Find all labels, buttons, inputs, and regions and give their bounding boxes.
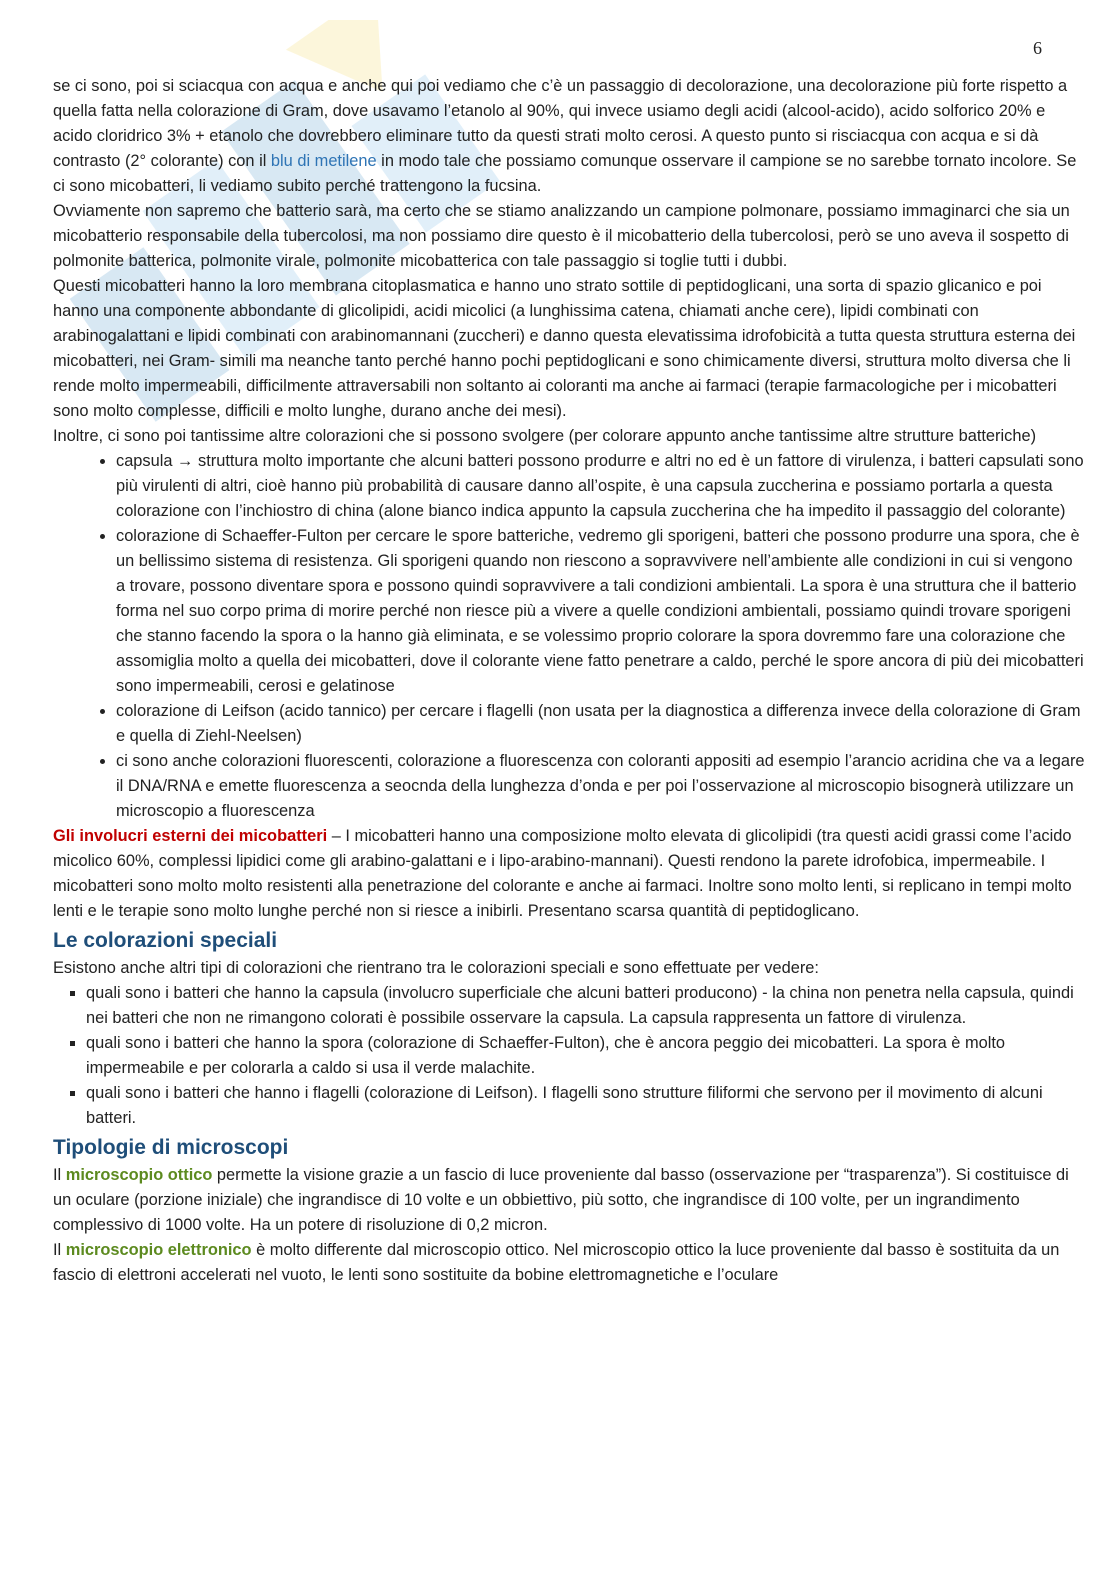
section-heading-colorazioni-speciali: Le colorazioni speciali (53, 929, 278, 952)
colorazioni-speciali-list (53, 981, 1086, 1131)
page-number: 6 (1033, 38, 1042, 58)
paragraph-microscopio-ottico: Il microscopio ottico permette la visione grazie a un fascio di luce proveniente dal basso (osservazione per “trasparenza”). Si costituisce di un oculare (porzione iniziale) che ingrandisce di 10 volte e un obbiettivo, più sotto, che ingrandisce di 100 volte, per un ingrandimento complessivo di 1000 volte. Ha un potere di risoluzione di 0,2 micron. (53, 1166, 1069, 1234)
section-heading-microscopi: Tipologie di microscopi (53, 1136, 289, 1159)
list-item: • capsula → struttura molto importante che alcuni batteri possono produrre e altri no ed è un fattore di virulenza, i batteri capsulati sono più virulenti di altri, cioè hanno più probabilità di causare danno all’ospite, è una capsula zuccherina e possiamo portarla a questa colorazione con l’inchiostro di china (alone bianco indica appunto la capsula zuccherina che ha impedito il passaggio del colorante) (116, 449, 1086, 524)
list-item: ▪ quali sono i batteri che hanno i flagelli (colorazione di Leifson). I flagelli sono strutture filiformi che servono per il movimento di alcuni batteri. (86, 1081, 1086, 1131)
list-item: ▪ quali sono i batteri che hanno la spora (colorazione di Schaeffer-Fulton), che è ancora peggio dei micobatteri. La spora è molto impermeabile e per colorarla a caldo si usa il verde malachite. (86, 1031, 1086, 1081)
list-item: • ci sono anche colorazioni fluorescenti, colorazione a fluorescenza con coloranti appositi ad esempio l’arancio acridina che va a legare il DNA/RNA e emette fluorescenza a seocnda della lunghezza d’onda e per poi l’osservazione al microscopio bisognerà utilizzare un microscopio a fluorescenza (116, 749, 1086, 824)
paragraph-colorazioni-intro: Esistono anche altri tipi di colorazioni che rientrano tra le colorazioni speciali e sono effettuate per vedere: (53, 959, 819, 977)
involucri-heading: Gli involucri esterni dei micobatteri (53, 827, 328, 845)
paragraph-microscopio-elettronico: Il microscopio elettronico è molto differente dal microscopio ottico. Nel microscopio ottico la luce proveniente dal basso è sostituita da un fascio di elettroni accelerati nel vuoto, le lenti sono sostituite da bobine elettromagnetiche e l’oculare (53, 1241, 1060, 1284)
paragraph-membrana: Questi micobatteri hanno la loro membrana citoplasmatica e hanno uno strato sottile di peptidoglicani, una sorta di spazio glicanico e poi hanno una componente abbondante di glicolipidi, acidi micolici (a lunghissima catena, chiamati anche cere), lipidi combinati con arabinogalattani e lipidi combinati con arabinomannani (zuccheri) e danno questa elevatissima idrofobicità a tutta questa struttura esterna dei micobatteri, nei Gram- simili ma neanche tanto perché hanno pochi peptidoglicani e sono chimicamente diversi, struttura molto diversa che li rende molto impermeabili, difficilmente attraversabili non soltanto ai coloranti ma anche ai farmaci (terapie farmacologiche per i micobatteri sono molto complesse, difficili e molto lunghe, durano anche dei mesi). (53, 277, 1076, 420)
list-item: • colorazione di Schaeffer-Fulton per cercare le spore batteriche, vedremo gli sporigeni, batteri che possono produrre una spora, che è un bellissimo sistema di resistenza. Gli sporigeni quando non riescono a sopravvivere nell’ambiente alle condizioni in cui si vengono a trovare, possono diventare spora e possono quindi sopravvivere a tali condizioni ambientali. La spora è una struttura che il batterio forma nel suo corpo prima di morire perché non riesce più a vivere a quelle condizioni ambientali, possiamo quindi trovare sporigeni che stanno facendo la spora o la hanno già eliminata, e se volessimo proprio colorare la spora dovremmo fare una colorazione che assomiglia molto a quella dei micobatteri, dove il colorante viene fatto penetrare a caldo, perché le spore ancora di più dei micobatteri sono impermeabili, cerosi e gelatinose (116, 524, 1086, 699)
paragraph-ziehl-neelsen: se ci sono, poi si sciacqua con acqua e anche qui poi vediamo che c’è un passaggio di decolorazione, una decolorazione più forte rispetto a quella fatta nella colorazione di Gram, dove usavamo l’etanolo al 90%, qui invece usiamo degli acidi (alcool-acido), acido solforico 20% e acido cloridrico 3% + etanolo che dovrebbero eliminare tutto da questi strati molto cerosi. A questo punto si risciacqua con acqua e si dà contrasto (2° colorante) con il blu di metilene in modo tale che possiamo comunque osservare il campione se no sarebbe tornato incolore. Se ci sono micobatteri, li vediamo subito perché trattengono la fucsina. (53, 77, 1077, 195)
list-item: • colorazione di Leifson (acido tannico) per cercare i flagelli (non usata per la diagnostica a differenza invece della colorazione di Gram e quella di Ziehl-Neelsen) (116, 699, 1086, 749)
highlight-blu-metilene: blu di metilene (270, 152, 377, 170)
paragraph-involucri: Gli involucri esterni dei micobatteri – I micobatteri hanno una composizione molto elevata di glicolipidi (tra questi acidi grassi come l’acido micolico 60%, complessi lipidici come gli arabino-galattani e i lipo-arabino-mannani). Questi rendono la parete idrofobica, impermeabile. I micobatteri sono molto molto resistenti alla penetrazione del colorante e anche ai farmaci. Inoltre sono molto lenti, si replicano in tempi molto lenti e le terapie sono molto lunghe perché non si riesce a inibirli. Presentano scarsa quantità di peptidoglicano. (53, 827, 1072, 920)
colorazioni-list (53, 449, 1086, 824)
document-body (53, 74, 1086, 1288)
term-microscopio-elettronico: microscopio elettronico (65, 1241, 252, 1259)
paragraph-tubercolosi: Ovviamente non sapremo che batterio sarà, ma certo che se stiamo analizzando un campione polmonare, possiamo immaginarci che sia un micobatterio responsabile della tubercolosi, ma non possiamo dire questo è il micobatterio della tubercolosi, però se uno aveva il sospetto di polmonite batterica, polmonite virale, polmonite micobatterica con tale passaggio si toglie tutti i dubbi. (53, 202, 1070, 270)
paragraph-altre-colorazioni: Inoltre, ci sono poi tantissime altre colorazioni che si possono svolgere (per colorare appunto anche tantissime altre strutture batteriche) (53, 427, 1037, 445)
term-microscopio-ottico: microscopio ottico (65, 1166, 213, 1184)
list-item: ▪ quali sono i batteri che hanno la capsula (involucro superficiale che alcuni batteri producono) - la china non penetra nella capsula, quindi nei batteri che non ne rimangono colorati è possibile osservare la capsula. La capsula rappresenta un fattore di virulenza. (86, 981, 1086, 1031)
